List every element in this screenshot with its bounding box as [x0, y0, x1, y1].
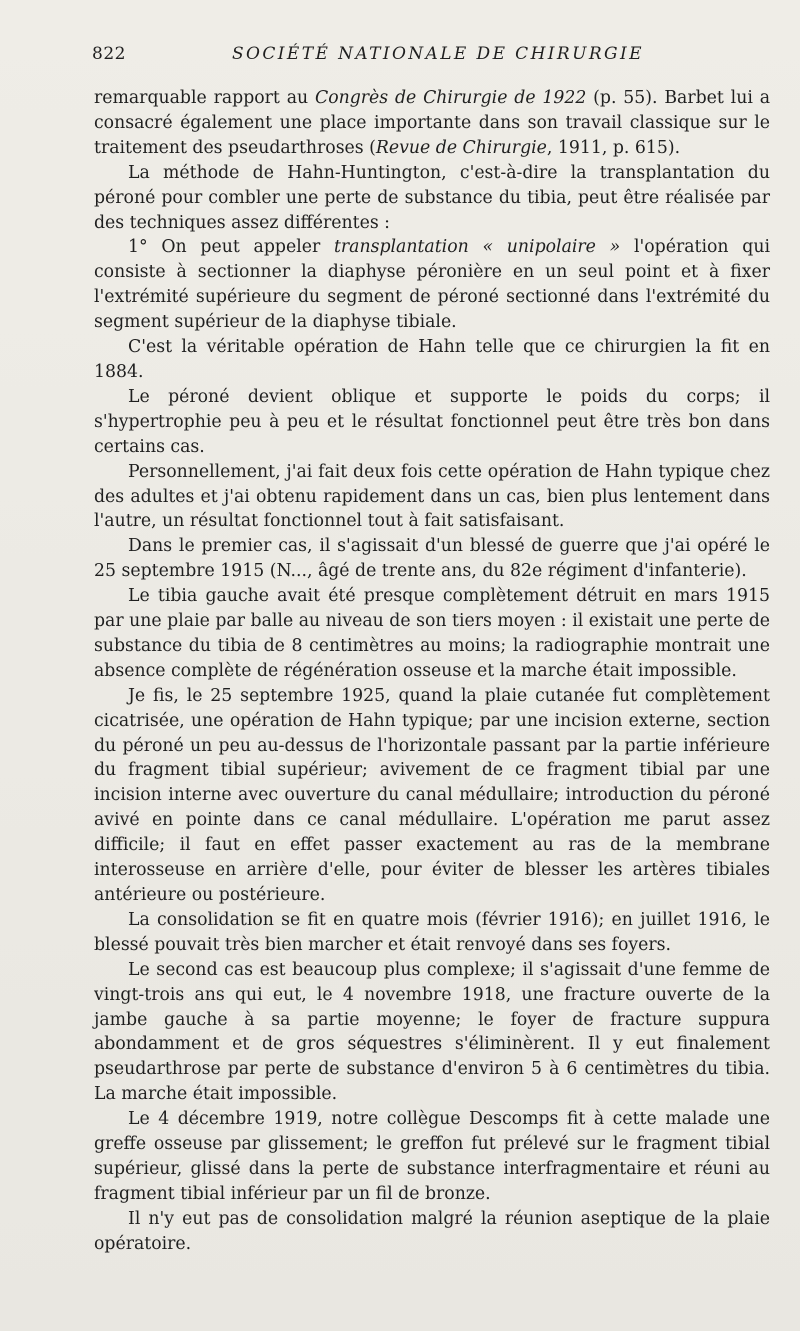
page-header [92, 44, 768, 68]
paragraph: Le 4 décembre 1919, notre collègue Descomps fit à cette malade une greffe osseuse par glissement; le greffon fut prélevé sur le fragment tibial supérieur, glissé dans la perte de substance interfragmentaire et réuni au fragment tibial inférieur par un fil de bronze. [94, 1109, 770, 1204]
body-text [94, 86, 770, 1257]
paragraph: Le second cas est beaucoup plus complexe; il s'agissait d'une femme de vingt-trois ans qui eut, le 4 novembre 1918, une fracture ouverte de la jambe gauche à sa partie moyenne; le foyer de fracture suppura abondamment et de gros séquestres s'éliminèrent. Il y eut finalement pseudarthrose par perte de substance d'environ 5 à 6 centimètres du tibia. La marche était impossible. [94, 959, 770, 1105]
paragraph: Le péroné devient oblique et supporte le poids du corps; il s'hypertrophie peu à peu et le résultat fonctionnel peut être très bon dans certains cas. [94, 386, 770, 457]
paragraph: 1° On peut appeler transplantation « unipolaire » l'opération qui consiste à sectionner la diaphyse péronière en un seul point et à fixer l'extrémité supérieure du segment de péroné sectionné dans l'extrémité du segment supérieur de la diaphyse tibiale. [94, 237, 770, 333]
paragraph: remarquable rapport au Congrès de Chirurgie de 1922 (p. 55). Barbet lui a consacré également une place importante dans son travail classique sur le traitement des pseudarthroses (Revue de Chirurgie, 1911, p. 615). [94, 88, 770, 158]
paragraph: Il n'y eut pas de consolidation malgré la réunion aseptique de la plaie opératoire. [94, 1208, 770, 1254]
paragraph: Dans le premier cas, il s'agissait d'un blessé de guerre que j'ai opéré le 25 septembre 1915 (N..., âgé de trente ans, du 82e régiment d'infanterie). [94, 536, 770, 582]
page-number: 822 [92, 44, 126, 64]
paragraph: C'est la véritable opération de Hahn telle que ce chirurgien la fit en 1884. [94, 337, 770, 382]
paragraph: Personnellement, j'ai fait deux fois cette opération de Hahn typique chez des adultes et j'ai obtenu rapidement dans un cas, bien plus lentement dans l'autre, un résultat fonctionnel tout à fait satisfaisant. [94, 461, 770, 532]
paragraph: Je fis, le 25 septembre 1925, quand la plaie cutanée fut complètement cicatrisée, une opération de Hahn typique; par une incision externe, section du péroné un peu au-dessus de l'horizontale passant par la partie inférieure du fragment tibial supérieur; avivement de ce fragment tibial par une incision interne avec ouverture du canal médullaire; introduction du péroné avivé en pointe dans ce canal médullaire. L'opération me parut assez difficile; il faut en effet passer exactement au ras de la membrane interosseuse en arrière d'elle, pour éviter de blesser les artères tibiales antérieure ou postérieure. [94, 685, 770, 905]
paragraph: La méthode de Hahn-Huntington, c'est-à-dire la transplantation du péroné pour combler une perte de substance du tibia, peut être réalisée par des techniques assez différentes : [94, 162, 770, 233]
paragraph: La consolidation se fit en quatre mois (février 1916); en juillet 1916, le blessé pouvait très bien marcher et était renvoyé dans ses foyers. [94, 909, 770, 955]
paragraph: Le tibia gauche avait été presque complètement détruit en mars 1915 par une plaie par balle au niveau de son tiers moyen : il existait une perte de substance du tibia de 8 centimètres au moins; la radiographie montrait une absence complète de régénération osseuse et la marche était impossible. [94, 586, 770, 681]
running-head: SOCIÉTÉ NATIONALE DE CHIRURGIE [232, 44, 644, 64]
